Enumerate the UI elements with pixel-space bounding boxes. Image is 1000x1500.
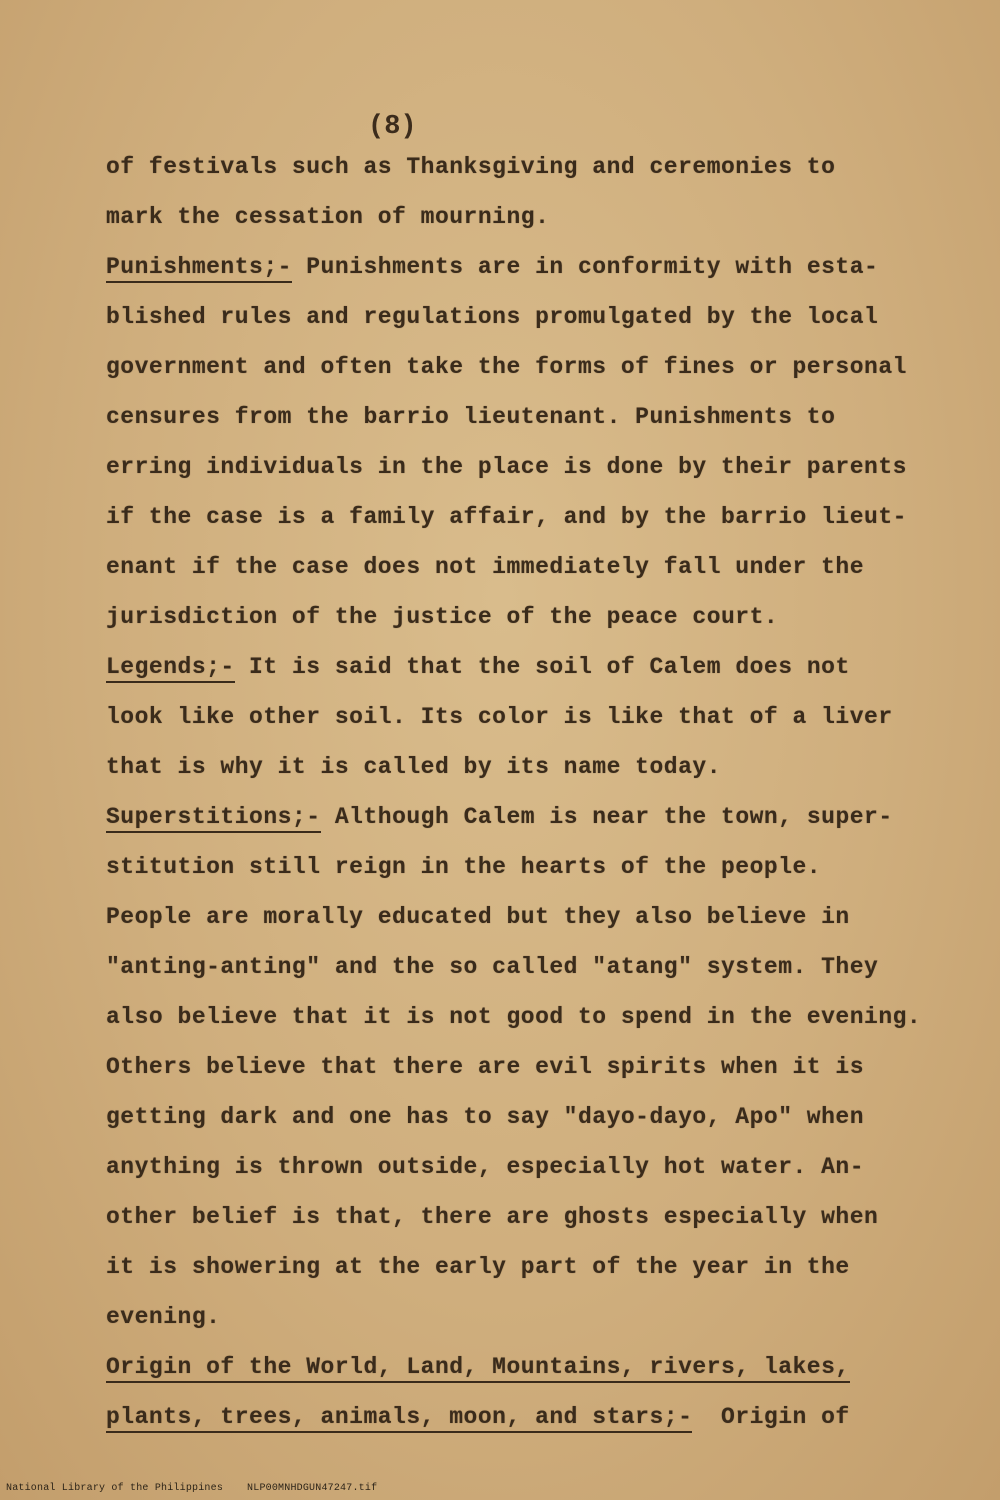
text-line: government and often take the forms of fines or personal	[106, 354, 907, 380]
text-line: other belief is that, there are ghosts especially when	[106, 1204, 879, 1230]
heading-origin: Origin of the World, Land, Mountains, rivers, lakes,	[106, 1354, 850, 1383]
text-line: evening.	[106, 1304, 221, 1330]
footer-library: National Library of the Philippines	[6, 1483, 224, 1494]
text-line: also believe that it is not good to spend in the evening.	[106, 1004, 922, 1030]
text-line: look like other soil. Its color is like that of a liver	[106, 704, 893, 730]
scan-footer	[6, 1483, 401, 1494]
text-line: erring individuals in the place is done by their parents	[106, 454, 907, 480]
text-line: censures from the barrio lieutenant. Punishments to	[106, 404, 836, 430]
text-fragment: Punishments are in conformity with esta-	[306, 254, 879, 280]
text-line: if the case is a family affair, and by the barrio lieut-	[106, 504, 907, 530]
text-line: mark the cessation of mourning.	[106, 204, 550, 230]
text-line: that is why it is called by its name today.	[106, 754, 721, 780]
heading-superstitions: Superstitions;-	[106, 804, 321, 833]
text-line-with-heading	[106, 254, 878, 283]
text-line: enant if the case does not immediately fall under the	[106, 554, 865, 580]
text-line-heading	[106, 1354, 850, 1383]
text-line: jurisdiction of the justice of the peace court.	[106, 604, 779, 630]
text-line: getting dark and one has to say "dayo-dayo, Apo" when	[106, 1104, 865, 1130]
text-fragment: Origin of	[721, 1404, 850, 1430]
text-fragment: Although Calem is near the town, super-	[334, 804, 893, 830]
text-line-with-heading	[106, 654, 850, 683]
text-line: it is showering at the early part of the year in the	[106, 1254, 850, 1280]
text-line: Others believe that there are evil spirits when it is	[106, 1054, 865, 1080]
text-line: People are morally educated but they also believe in	[106, 904, 850, 930]
heading-legends: Legends;-	[106, 654, 235, 683]
heading-origin-cont: plants, trees, animals, moon, and stars;-	[106, 1404, 692, 1433]
text-line: of festivals such as Thanksgiving and ceremonies to	[106, 154, 836, 180]
text-line: "anting-anting" and the so called "atang" system. They	[106, 954, 879, 980]
footer-file: NLP00MNHDGUN47247.tif	[247, 1483, 378, 1494]
text-fragment: It is said that the soil of Calem does not	[249, 654, 850, 680]
page-number: (8)	[368, 112, 417, 142]
text-line: anything is thrown outside, especially hot water. An-	[106, 1154, 865, 1180]
text-line: stitution still reign in the hearts of the people.	[106, 854, 822, 880]
text-line-with-heading	[106, 1404, 850, 1433]
heading-punishments: Punishments;-	[106, 254, 292, 283]
text-line: blished rules and regulations promulgated by the local	[106, 304, 879, 330]
text-line-with-heading	[106, 804, 893, 833]
